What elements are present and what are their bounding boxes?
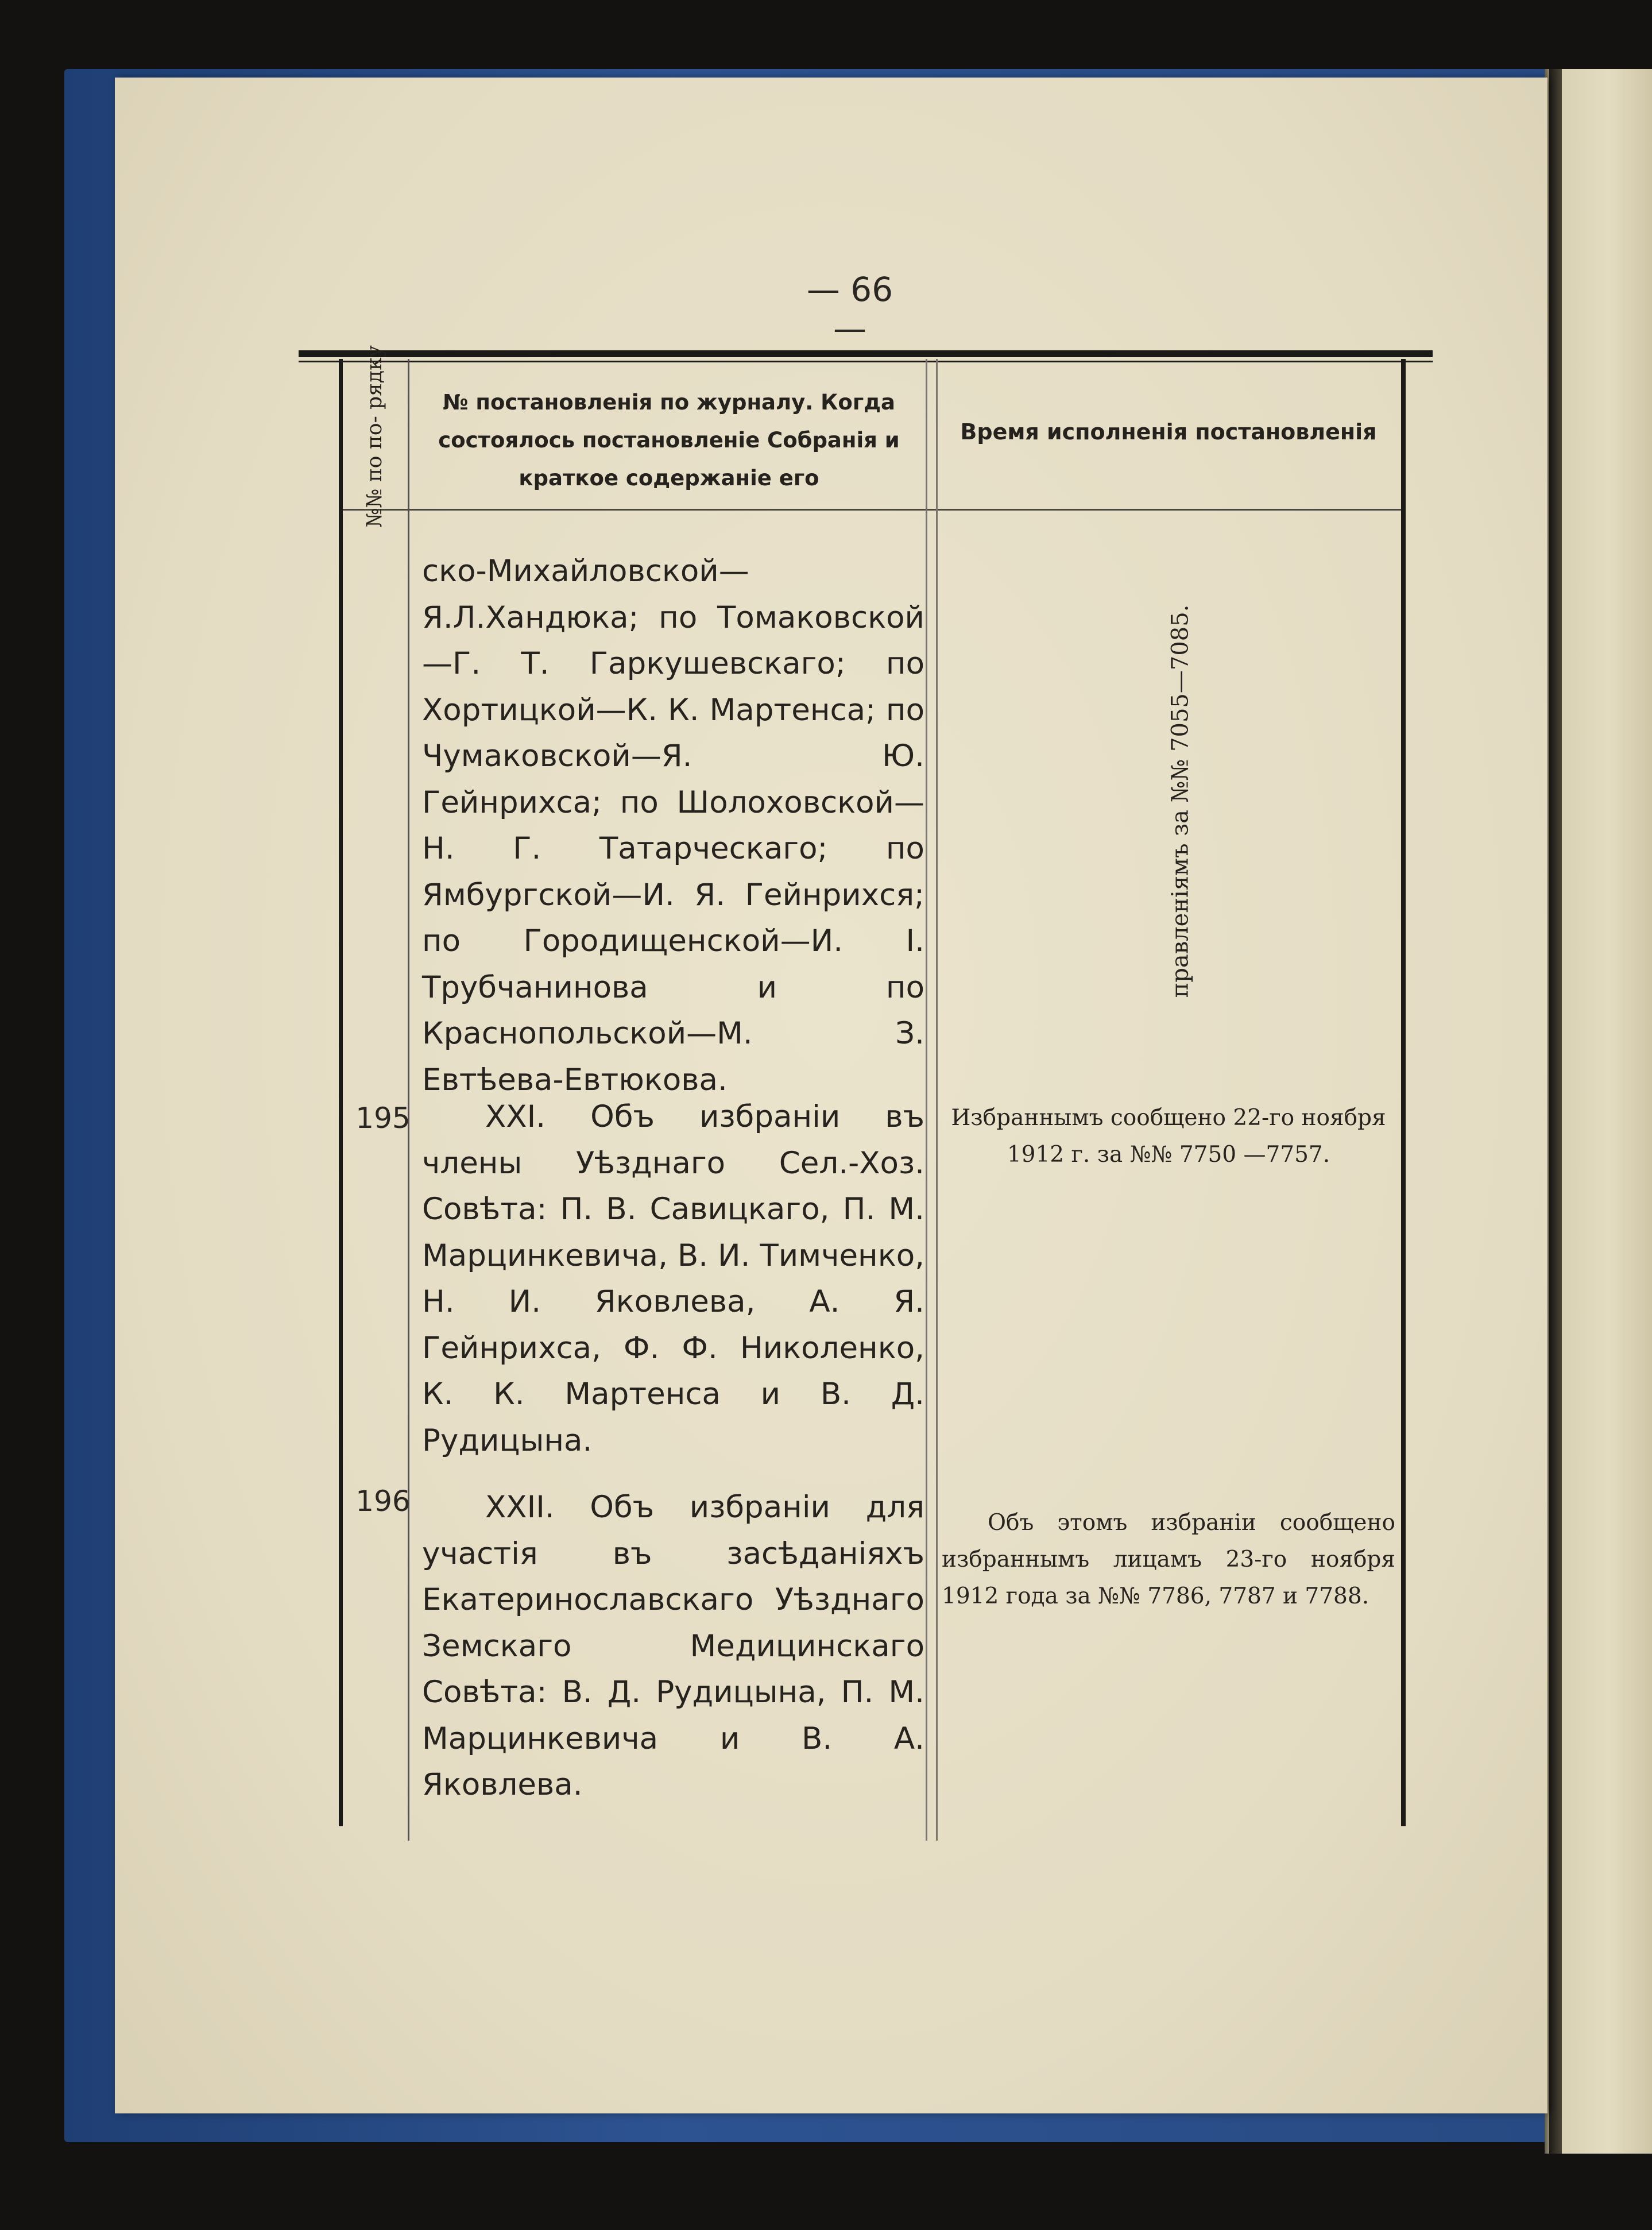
table-top-rule	[299, 350, 1433, 357]
row-text-195-content: XXI. Объ избраніи въ члены Уѣзднаго Сел.-Хоз. Совѣта: П. В. Савицкаго, П. М. Марцинкевича, В. И. Тимченко, Н. И. Яковлева, А. Я. Гейнрихса, Ф. Ф. Николенко, К. К. Мартенса и В. Д. Рудицына.	[422, 1099, 924, 1458]
header-separator	[339, 509, 1401, 511]
continuation-text: ско-Михайловской—Я.Л.Хандюка; по Томаковской—Г. Т. Гаркушевскаго; по Хортицкой—К. К. Мартенса; по Чумаковской—Я. Ю. Гейнрихса; по Шолоховской—Н. Г. Татарческаго; по Ямбургской—И. Я. Гейнрихся; по Городищенской—И. І. Трубчанинова и по Краснопольской—М. З. Евтѣева-Евтюкова.	[422, 554, 924, 1097]
page-number: — 66 —	[806, 270, 893, 348]
row-number-195: 195	[355, 1102, 411, 1135]
table-right-border	[1401, 359, 1406, 1826]
row-execution-196	[942, 1505, 1395, 1615]
continuation-execution-text: правленіямъ за №№ 7055—7085.	[1167, 604, 1194, 998]
continuation-execution	[1137, 571, 1223, 1031]
table-top-rule-thin	[299, 361, 1433, 362]
header-resolution: № постановленія по журналу. Когда состоялось постановленіе Собранія и краткое содержаніе его	[438, 390, 900, 490]
row-text-196-content: XXII. Объ избраніи для участія въ засѣданіяхъ Екатеринославскаго Уѣзднаго Земскаго Медицинскаго Совѣта: В. Д. Рудицына, П. М. Марцинкевича и В. А. Яковлева.	[422, 1490, 924, 1802]
table-left-border	[339, 359, 343, 1826]
row-number-196: 196	[355, 1485, 411, 1518]
header-row-number	[345, 345, 405, 528]
column-divider-1	[408, 359, 409, 1841]
column-divider-2	[926, 359, 927, 1841]
column-divider-2b	[936, 359, 938, 1841]
row-execution-196-content: Объ этомъ избраніи сообщено избраннымъ лицамъ 23-го ноября 1912 года за №№ 7786, 7787 и 7788.	[942, 1510, 1395, 1609]
header-execution-time: Время исполненія постановленія	[960, 419, 1377, 445]
header-row-number-text: №№ по по- рядку	[362, 345, 386, 528]
book-gutter	[1549, 69, 1562, 2154]
row-text-195	[422, 1094, 924, 1464]
row-text-196	[422, 1485, 924, 1808]
row-execution-195: Избраннымъ сообщено 22-го ноября 1912 г. за №№ 7750 —7757.	[951, 1105, 1386, 1168]
